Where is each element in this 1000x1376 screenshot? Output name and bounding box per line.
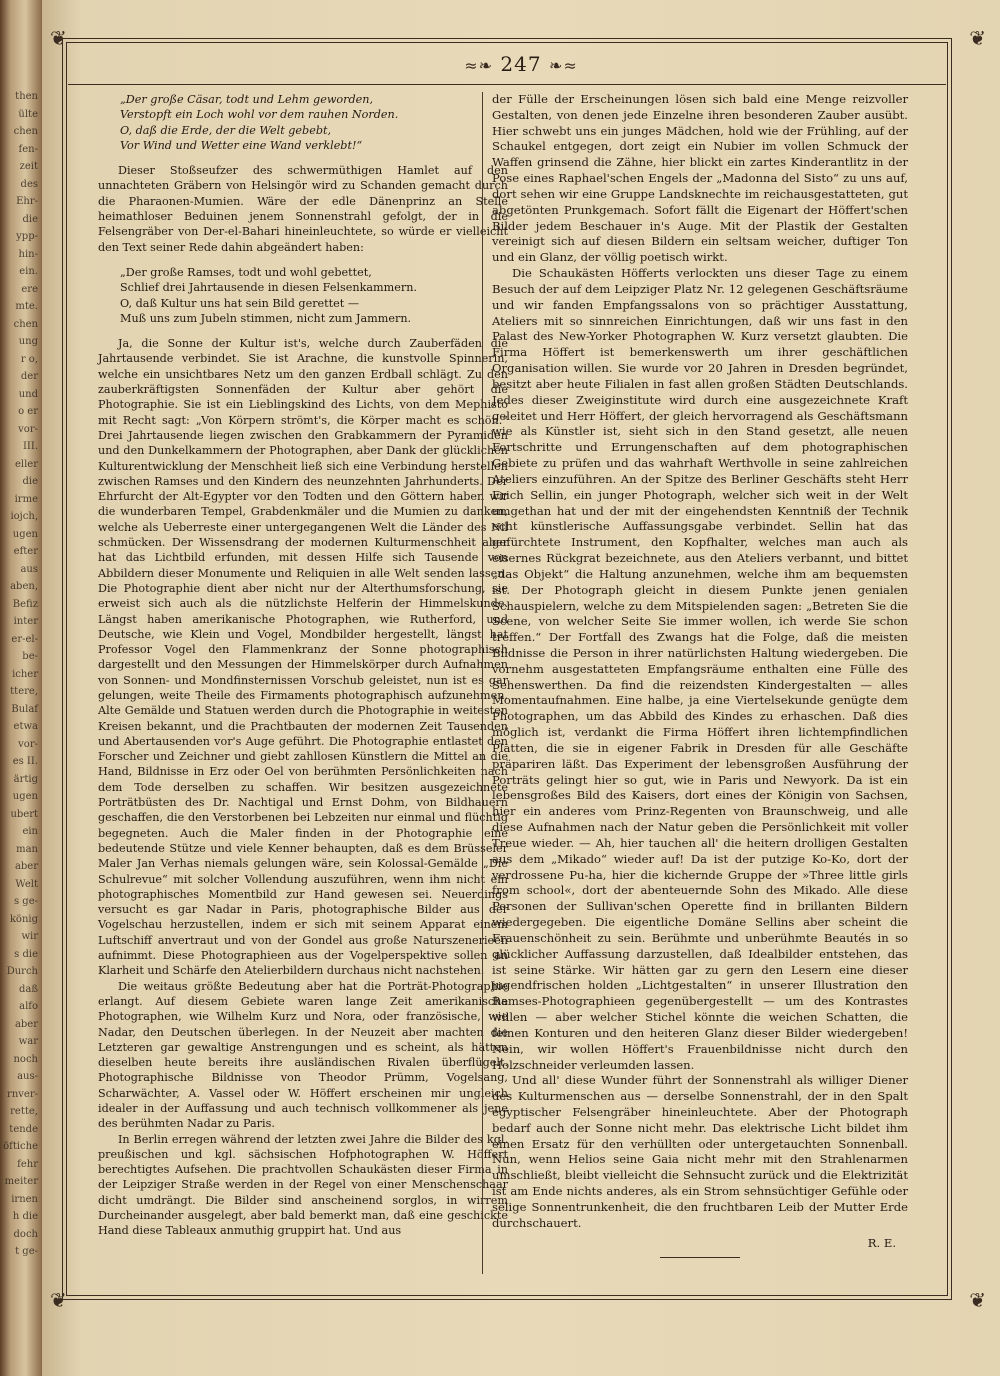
corner-ornament-bottom-right: ❦ bbox=[969, 1288, 986, 1312]
spine-text-fragment: alfo bbox=[19, 1001, 38, 1012]
spine-text-fragment: man bbox=[16, 843, 38, 855]
quote-line: Verstopft ein Loch wohl vor dem rauhen Norden. bbox=[120, 108, 399, 122]
paragraph: der Fülle der Erscheinungen lösen sich bald eine Menge reizvoller Gestalten, von denen jede Einzelne ihren besonderen Zauber ausübt. Hier schwebt uns ein junges Mädchen, hold wie der Frühling, auf der Schaukel entgegen, dort zeigt ein Nubier im vollen Schmuck der Waffen grinsend die Zähne, hier blickt ein zartes Kinderantlitz in der Pose eines Raphael'schen Engels der „Madonna del Sisto“ zu uns auf, dort sehen wir eine Gruppe Landsknechte im reichausgestatteten, gut abgetönten Prunkgemach. Sofort fällt die Eigenart der Höffert'schen Bilder jedem Beschauer in's Auge. Mit der Plastik der Gestalten vereinigt sich auf diesen Bildern ein seltsam weicher, duftiger Ton und ein Glanz, der völlig poetisch wirkt. bbox=[492, 92, 908, 265]
quote-line: O, daß die Erde, der die Welt gebebt, bbox=[120, 123, 332, 137]
spine-text-fragment: ein. bbox=[19, 266, 38, 277]
paragraph: Und all' diese Wunder führt der Sonnenstrahl als williger Diener des Kulturmenschen aus — derselbe Sonnenstrahl, der in den Spalt egyptischer Felsengräber hineinleuchtete. Aber der Photograph bedarf auch der Sonne nicht mehr. Das elektrische Licht bildet ihm einen Ersatz für den verhüllten oder untergetauchten Sonnenball. Nun, wenn Helios seine Gaia nicht mehr mit den Strahlenarmen umschließt, bleibt vielleicht die Sehnsucht zurück und die Elektrizität ist am Ende nichts anderes, als ein Strom sehnsüchtiger Gefühle oder selige Sonnentrunkenheit, die den fruchtbaren Leib der Mutter Erde durchschauert. bbox=[492, 1073, 908, 1230]
spine-text-fragment: der bbox=[20, 371, 38, 382]
spine-text-fragment: könig bbox=[9, 913, 38, 925]
quote-line: O, daß Kultur uns hat sein Bild gerettet — bbox=[120, 296, 360, 310]
spine-text-fragment: ugen bbox=[12, 791, 38, 802]
left-column bbox=[98, 92, 508, 1239]
page bbox=[42, 0, 1000, 1376]
spine-text-fragment: be- bbox=[22, 651, 38, 662]
spine-text-fragment: er-el- bbox=[11, 633, 38, 645]
spine-text-fragment: daß bbox=[18, 983, 38, 995]
spine-text-fragment: ülte bbox=[18, 108, 38, 120]
spine-text-fragment: eller bbox=[14, 458, 38, 470]
spine-text-fragment: chen bbox=[13, 126, 38, 137]
spine-text-fragment: r o, bbox=[20, 353, 38, 365]
spine-text-fragment: tende bbox=[9, 1123, 38, 1135]
spine-text-fragment: then bbox=[15, 91, 38, 102]
spine-text-fragment: ttere, bbox=[10, 686, 38, 697]
spine-text-fragment: war bbox=[18, 1036, 38, 1047]
quote-line: Vor Wind und Wetter eine Wand verklebt!“ bbox=[120, 138, 363, 152]
spine-text-fragment: s die bbox=[14, 948, 38, 960]
header-ornament-left: ≈❧ bbox=[464, 56, 494, 75]
spine-text-fragment: fehr bbox=[17, 1158, 38, 1170]
spine-text-fragment: Durch bbox=[6, 966, 38, 977]
paragraph: Dieser Stoßseufzer des schwermüthigen Hamlet auf den unnachteten Gräbern von Helsingör wird zu Schanden gemacht durch die Pharaonen-Mumien. Wäre der edle Dänenprinz an Stelle heimathloser Beduinen jenem Sonnenstrahl gefolgt, der in die Felsengräber von Der-el-Bahari hineinleuchtete, so würde er vielleicht den Text seiner Rede dahin abgeändert haben: bbox=[98, 164, 508, 254]
paragraph: Ja, die Sonne der Kultur ist's, welche durch Zauberfäden die Jahrtausende verbindet. Sie ist Arachne, die kunstvolle Spinnerin, welche ein unsichtbares Netz um den ganzen Erdball schlägt. Zu den zauberkräftigsten Sonnenfäden der Kultur aber gehört die Photographie. Sie ist ein Lieblingskind des Lichts, von dem Mephisto mit Recht sagt: „Von Körpern strömt's, die Körper macht es schön.“ Drei Jahrtausende liegen zwischen den Grabkammern der Pyramiden und den Dunkelkammern der Photographen, aber Dank der glücklichen Kulturentwicklung der Menschheit ließ sich eine Verbindung herstellen zwischen Ramses und den Kindern des neunzehnten Jahrhunderts. Der Ehrfurcht der Alt-Egypter vor den Todten und den Göttern haben wir die wunderbaren Tempel, Grabdenkmäler und die Mumien zu danken, welche als Ueberreste einer untergegangenen Welt die Länder des Nil schmücken. Der Wissensdrang der modernen Kulturmenschheit aber hat das Lichtbild erfunden, mit dessen Hilfe sich Tausende von Abbildern dieser Monumente und Reliquien in alle Welt senden lassen. Die Photographie dient aber nicht nur der Alterthumsforschung, sie erweist sich auch als die nützlichste Helferin der Himmelskunde. Längst haben amerikanische Photographen, wie Rutherford, und Deutsche, wie Klein und Vogel, Mondbilder hergestellt, längst hat Professor Vogel den Flammenkranz der Sonne photographisch dargestellt und den Messungen der Himmelskörper durch Aufnahmen von Sonnen- und Mondfinsternissen Vorschub geleistet, nun ist es gar gelungen, weite Theile des Firmaments photographisch aufzunehmen. Alte Gemälde und Statuen werden durch die Photographie in weitesten Kreisen bekannt, und die Prachtbauten der modernen Zeit Tausenden und Abertausenden vor's Auge geführt. Die Photographie entlastet den Forscher und Zeichner und giebt zahllosen Künstlern die Mittel an die Hand, Bildnisse in Erz oder Oel von berühmten Persönlichkeiten nach dem Tode derselben zu schaffen. Wir besitzen ausgezeichnete Porträtbüsten des Dr. Nachtigal und Ernst Dohm, von Bildhauern geschaffen, die den Verstorbenen bei Lebzeiten nur einmal und flüchtig begegneten. Auch die Maler finden in der Photographie eine bedeutende Stütze und viele Kenner behaupten, daß es dem Brüsseler Maler Jan Verhas niemals gelungen wäre, sein Kolossal-Gemälde „Die Schulrevue“ mit solcher Vollendung auszuführen, wenn ihm nicht ein photographisches Momentbild zur Hand gewesen sei. Neuerdings versucht es gar Nadar in Paris, photographische Bilder aus der Vogelschau herzustellen, indem er sich mit seinem Apparat einem Luftschiff anvertraut und von der Gondel aus große Naturszenerieen aufnimmt. Diese Photographieen aus der Vogelperspektive sollen an Klarheit und Schärfe den Atelierbildern durchaus nicht nachstehen. bbox=[98, 337, 508, 978]
header-rule bbox=[68, 84, 946, 85]
book-spine bbox=[0, 0, 42, 1376]
paragraph: Die Schaukästen Höfferts verlockten uns dieser Tage zu einem Besuch der auf dem Leipziger Platz Nr. 12 gelegenen Geschäftsräume und wir fanden Empfangssalons von so prächtiger Ausstattung, Ateliers mit so sinnreichen Einrichtungen, daß wir uns fast in den Palast des New-Yorker Photographen W. Kurz versetzt glaubten. Die Firma Höffert ist bemerkenswerth um ihrer geschäftlichen Organisation willen. Sie wurde vor 20 Jahren in Dresden begründet, besitzt aber heute Filialen in fast allen großen Städten Deutschlands. Jedes dieser Zweiginstitute wird durch eine ausgezeichnete Kraft geleitet und Herr Höffert, der gleich hervorragend als Geschäftsmann wie als Künstler ist, sieht sich in den Stand gesetzt, alle neuen Fortschritte und Errungenschaften auf dem photographischen Gebiete zu prüfen und das wahrhaft Werthvolle in seine zahlreichen Ateliers einzuführen. An der Spitze des Berliner Geschäfts steht Herr Erich Sellin, ein junger Photograph, welcher sich weit in der Welt umgethan hat und der mit der eingehendsten Kenntniß der Technik echt künstlerische Auffassungsgabe verbindet. Sellin hat das gefürchtete Instrument, den Kopfhalter, welches man auch als eisernes Rückgrat bezeichnete, aus den Ateliers verbannt, und bittet „das Objekt“ die Haltung anzunehmen, welche ihm am bequemsten ist. Der Photograph gleicht in diesem Punkte jenen genialen Schauspielern, welche zu dem Mitspielenden sagen: „Betreten Sie die Scene, von welcher Seite Sie immer wollen, ich werde Sie schon treffen.“ Der Fortfall des Zwangs hat die Folge, daß die meisten Bildnisse die Person in ihrer natürlichsten Haltung wiedergeben. Die vornehm ausgestatteten Empfangsräume enthalten eine Fülle des Sehenswerthen. Da find die reizendsten Kindergestalten — alles Momentaufnahmen. Eine halbe, ja eine Viertelsekunde genügte dem Photographen, um das Abbild des Kindes zu erhaschen. Daß dies möglich ist, verdankt die Firma Höffert ihren lichtempfindlichen Platten, die sie in eigener Fabrik in Dresden für alle Geschäfte präpariren läßt. Das Experiment der lebensgroßen Ausführung der Porträts gelingt hier so gut, wie in Paris und Newyork. Da ist ein lebensgroßes Bild des Kaisers, dort eines der Königin von Sachsen, hier ein anderes vom Prinz-Regenten von Braunschweig, und alle diese Aufnahmen nach der Natur geben die Persönlichkeit mit voller Treue wieder. — Ah, hier tauchen all' die heitern drolligen Gestalten aus dem „Mikado“ wieder auf! Da ist der putzige Ko-Ko, dort der verdrossene Pu-ha, hier die kichernde Gruppe der »Three little girls from school«, dort der abenteuernde Sohn des Mikado. Alle diese Personen der Sullivan'schen Operette find in brillanten Bildern wiedergegeben. Die eigentliche Domäne Sellins aber scheint die Frauenschönheit zu sein. Berühmte und unberühmte Beautés in so glücklicher Auffassung darzustellen, daß Idealbilder entstehen, das ist seine Stärke. Wir hätten gar zu gern den Lesern eine dieser jugendfrischen holden „Lichtgestalten“ in unserer Illustration den Ramses-Photographieen gegenübergestellt — um des Kontrastes willen — aber welcher Stichel könnte die weichen Schatten, die feinen Konturen und den heiteren Glanz dieser Bilder wiedergeben! Nein, wir wollen Höffert's Frauenbildnisse nicht durch den Holzschneider verleumden lassen. bbox=[492, 266, 908, 1072]
spine-text-fragment: h die bbox=[12, 1211, 38, 1222]
corner-ornament-bottom-left: ❦ bbox=[50, 1288, 67, 1312]
spine-text-fragment: fen- bbox=[18, 143, 38, 155]
spine-text-fragment: und bbox=[18, 388, 38, 400]
spine-text-fragment: des bbox=[20, 178, 38, 190]
spine-text-fragment: aber bbox=[14, 861, 38, 872]
quote-line: Schlief drei Jahrtausende in diesen Felsenkammern. bbox=[120, 281, 417, 295]
spine-text-fragment: aus- bbox=[17, 1071, 38, 1082]
quote-line: „Der große Cäsar, todt und Lehm geworden, bbox=[120, 93, 374, 106]
spine-text-fragment: rette, bbox=[10, 1106, 38, 1117]
spine-text-fragment: aben, bbox=[10, 581, 38, 592]
spine-text-fragment: hin- bbox=[18, 248, 38, 260]
quote-line: „Der große Ramses, todt und wohl gebettet, bbox=[120, 265, 372, 279]
spine-text-fragment: wir bbox=[21, 931, 38, 942]
spine-text-fragment: Befiz bbox=[12, 598, 38, 610]
author-signature: R. E. bbox=[867, 1235, 896, 1250]
spine-text-fragment: vor- bbox=[18, 423, 38, 435]
spine-text-fragment: es II. bbox=[12, 756, 38, 767]
spine-text-fragment: III. bbox=[22, 441, 38, 452]
spine-text-fragment: efter bbox=[13, 546, 38, 557]
spine-text-fragment: ypp- bbox=[16, 231, 38, 242]
spine-text-fragment: öftiche bbox=[3, 1141, 38, 1152]
hamlet-quote bbox=[120, 92, 508, 153]
spine-text-fragment: ugen bbox=[12, 528, 38, 540]
spine-text-fragment: aus bbox=[20, 563, 38, 575]
spine-text-fragment: Bulaf bbox=[11, 703, 38, 715]
spine-text-fragment: Ehr- bbox=[16, 196, 38, 207]
spine-text-fragment: irme bbox=[14, 493, 38, 505]
page-header bbox=[42, 52, 1000, 76]
header-ornament-right: ❧≈ bbox=[548, 56, 578, 75]
column-divider bbox=[482, 92, 483, 1274]
ramses-quote bbox=[120, 265, 508, 326]
spine-text-fragment: ung bbox=[18, 336, 38, 347]
spine-text-fragment: inter bbox=[13, 616, 38, 627]
spine-text-fragment: noch bbox=[13, 1053, 38, 1065]
spine-text-fragment: irnen bbox=[11, 1193, 38, 1205]
spine-text-fragment: mte. bbox=[15, 301, 38, 312]
corner-ornament-top-right: ❦ bbox=[969, 26, 986, 50]
spine-text-fragment: aber bbox=[14, 1018, 38, 1030]
spine-text-fragment: zeit bbox=[19, 161, 38, 172]
spine-text-fragment: vor- bbox=[18, 738, 38, 750]
spine-text-fragment: doch bbox=[13, 1228, 38, 1240]
spine-text-fragment: chen bbox=[13, 318, 38, 330]
spine-text-fragment: etwa bbox=[13, 721, 38, 732]
spine-text-fragment: t ge- bbox=[15, 1246, 38, 1257]
spine-text-fragment: rnver- bbox=[7, 1088, 38, 1100]
paragraph: Die weitaus größte Bedeutung aber hat die Porträt-Photographie erlangt. Auf diesem Gebiete waren lange Zeit amerikanische Photographen, wie Wilhelm Kurz und Nora, oder französische, wie Nadar, den Deutschen überlegen. In der Neuzeit aber machten die Letzteren gar gewaltige Anstrengungen und es scheint, als hätten dieselben heute bereits ihre ausländischen Rivalen überflügelt. Photographische Bildnisse von Theodor Prümm, Vogelsang, Scharwächter, A. Vassel oder W. Höffert erscheinen mir ungleich idealer in der Auffassung und auch technisch vollkommener als jene des berühmten Nadar zu Paris. bbox=[98, 979, 508, 1131]
spine-text-fragment: s ge- bbox=[13, 896, 38, 907]
spine-text-fragment: ere bbox=[21, 283, 38, 295]
end-rule bbox=[660, 1257, 740, 1258]
right-column bbox=[492, 92, 908, 1258]
spine-text-fragment: die bbox=[22, 476, 38, 487]
spine-text-fragment: icher bbox=[12, 668, 38, 680]
spine-text-fragment: meiter bbox=[4, 1176, 38, 1187]
paragraph: In Berlin erregen während der letzten zwei Jahre die Bilder des kgl. preußischen und kgl. sächsischen Hofphotographen W. Höffert berechtigtes Aufsehen. Die prachtvollen Schaukästen dieser Firma in der Leipziger Straße werden in der Regel von einer Menschenschaar dicht umdrängt. Die Bilder sind anscheinend sorglos, in wirrem Durcheinander ausgelegt, aber bald bemerkt man, daß eine geschickte Hand diese Tableaux anmuthig gruppirt hat. Und aus bbox=[98, 1132, 508, 1238]
spine-text-fragment: o er bbox=[18, 406, 38, 417]
corner-ornament-top-left: ❦ bbox=[50, 26, 67, 50]
quote-line: Muß uns zum Jubeln stimmen, nicht zum Jammern. bbox=[120, 311, 412, 325]
spine-text-fragment: iojch, bbox=[10, 511, 38, 522]
page-number: 247 bbox=[500, 52, 542, 76]
spine-text-fragment: ubert bbox=[10, 808, 38, 820]
spine-text-fragment: die bbox=[22, 213, 38, 225]
spine-text-fragment: Welt bbox=[15, 878, 38, 890]
spine-text-fragment: ein bbox=[22, 826, 38, 837]
spine-text-fragment: ärtig bbox=[13, 773, 38, 785]
